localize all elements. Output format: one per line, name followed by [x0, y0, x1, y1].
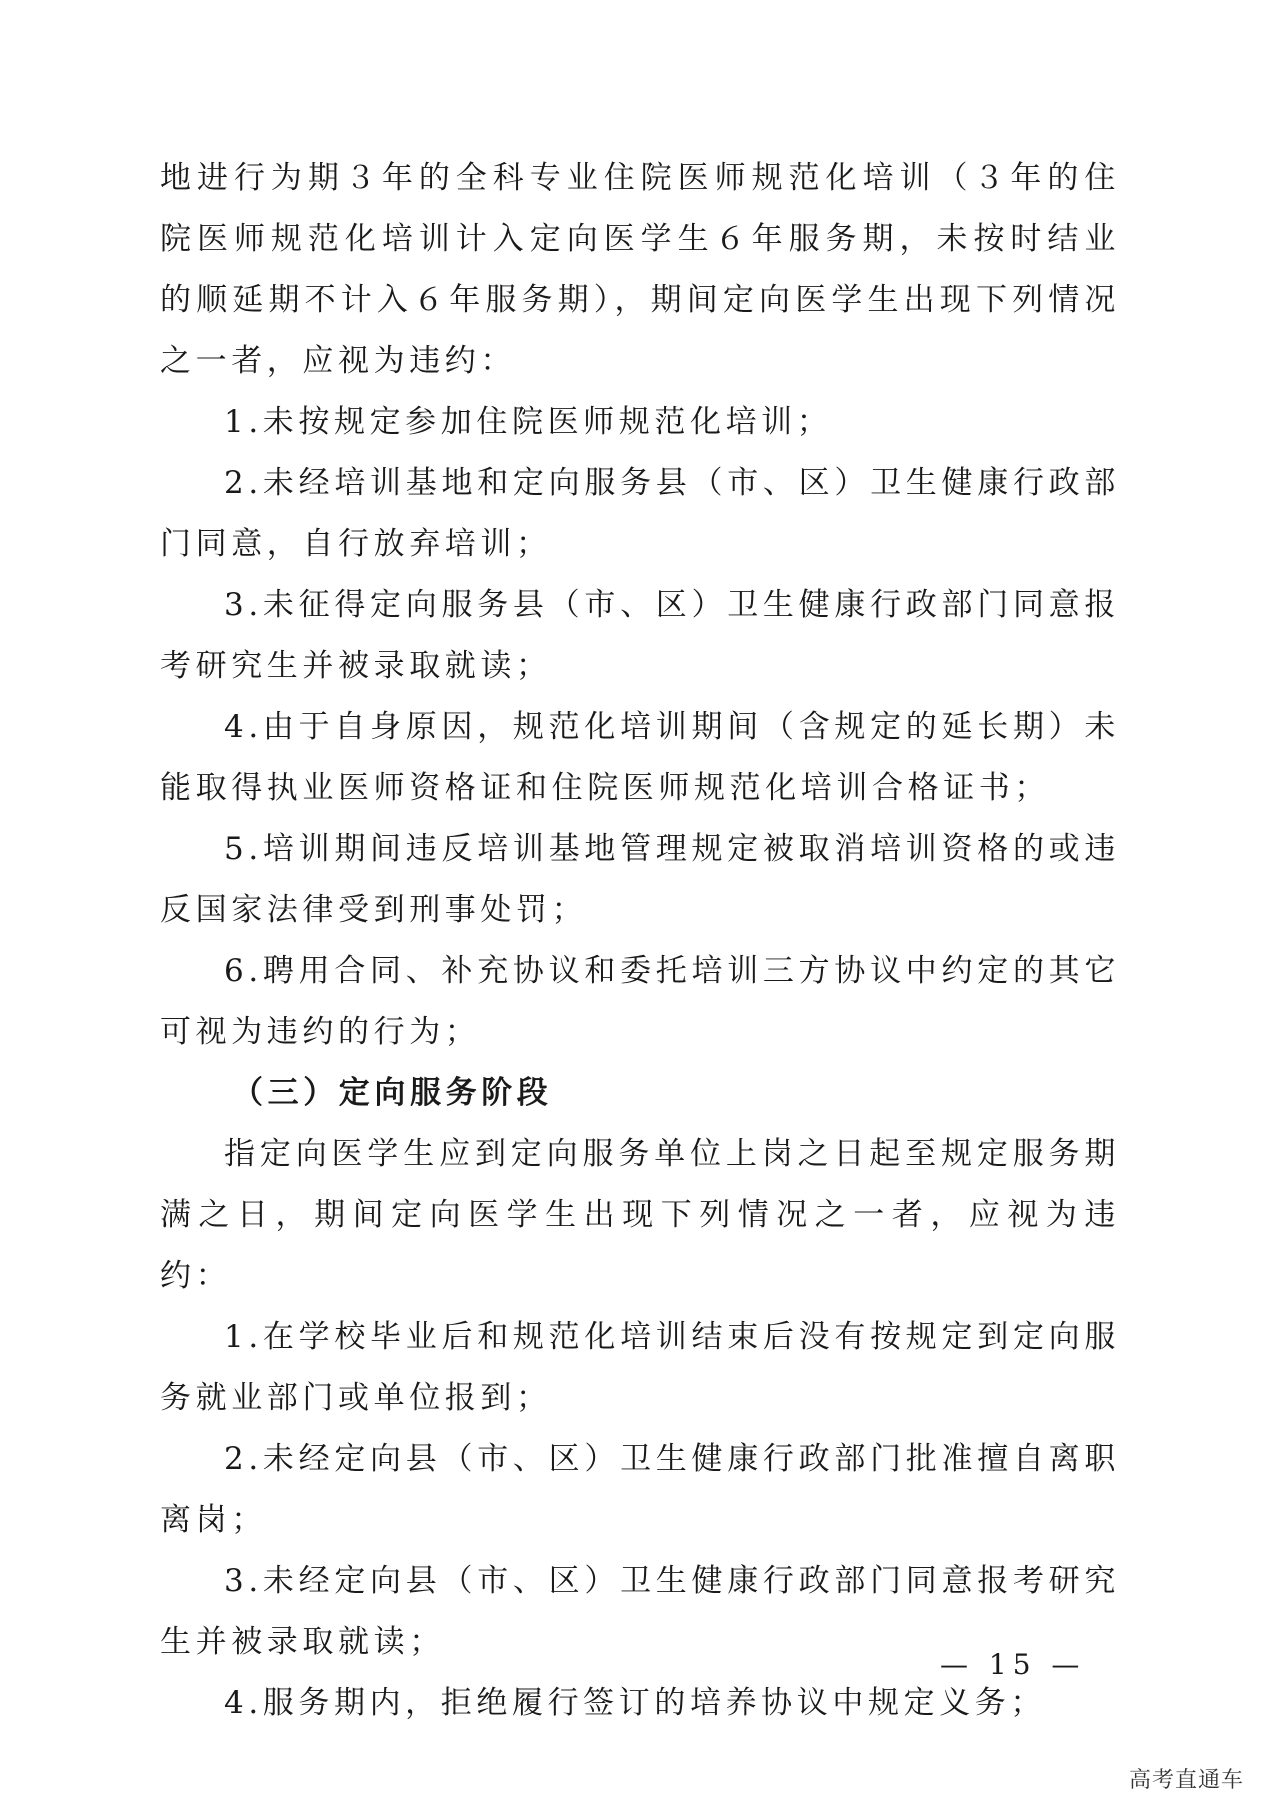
list-item-training-1: 1.未按规定参加住院医师规范化培训；	[224, 404, 833, 440]
list-item-service-2: 2.未经定向县（市、区）卫生健康行政部门批准擅自离职离岗；	[160, 1441, 1120, 1538]
section-heading: （三）定向服务阶段	[232, 1075, 553, 1111]
document-body	[160, 148, 1120, 1734]
paragraph-service-intro: 指定向医学生应到定向服务单位上岗之日起至规定服务期满之日，期间定向医学生出现下列情况之一者，应视为违约：	[160, 1136, 1120, 1294]
list-item-training-6: 6.聘用合同、补充协议和委托培训三方协议中约定的其它可视为违约的行为；	[160, 953, 1120, 1050]
list-item-training-3: 3.未征得定向服务县（市、区）卫生健康行政部门同意报考研究生并被录取就读；	[160, 587, 1120, 684]
list-item-training-4: 4.由于自身原因，规范化培训期间（含规定的延长期）未能取得执业医师资格证和住院医师规范化培训合格证书；	[160, 709, 1120, 806]
watermark-text: 高考直通车	[1128, 1768, 1244, 1793]
paragraph-continuation: 地进行为期３年的全科专业住院医师规范化培训（３年的住院医师规范化培训计入定向医学生６年服务期，未按时结业的顺延期不计入６年服务期），期间定向医学生出现下列情况之一者，应视为违约：	[160, 160, 1120, 379]
list-item-training-2: 2.未经培训基地和定向服务县（市、区）卫生健康行政部门同意，自行放弃培训；	[160, 465, 1120, 562]
list-item-service-1: 1.在学校毕业后和规范化培训结束后没有按规定到定向服务就业部门或单位报到；	[160, 1319, 1120, 1416]
list-item-service-3: 3.未经定向县（市、区）卫生健康行政部门同意报考研究生并被录取就读；	[160, 1563, 1120, 1660]
list-item-training-5: 5.培训期间违反培训基地管理规定被取消培训资格的或违反国家法律受到刑事处罚；	[160, 831, 1120, 928]
list-item-service-4: 4.服务期内，拒绝履行签订的培养协议中规定义务；	[224, 1685, 1046, 1721]
page-number: — 15 —	[940, 1648, 1086, 1681]
